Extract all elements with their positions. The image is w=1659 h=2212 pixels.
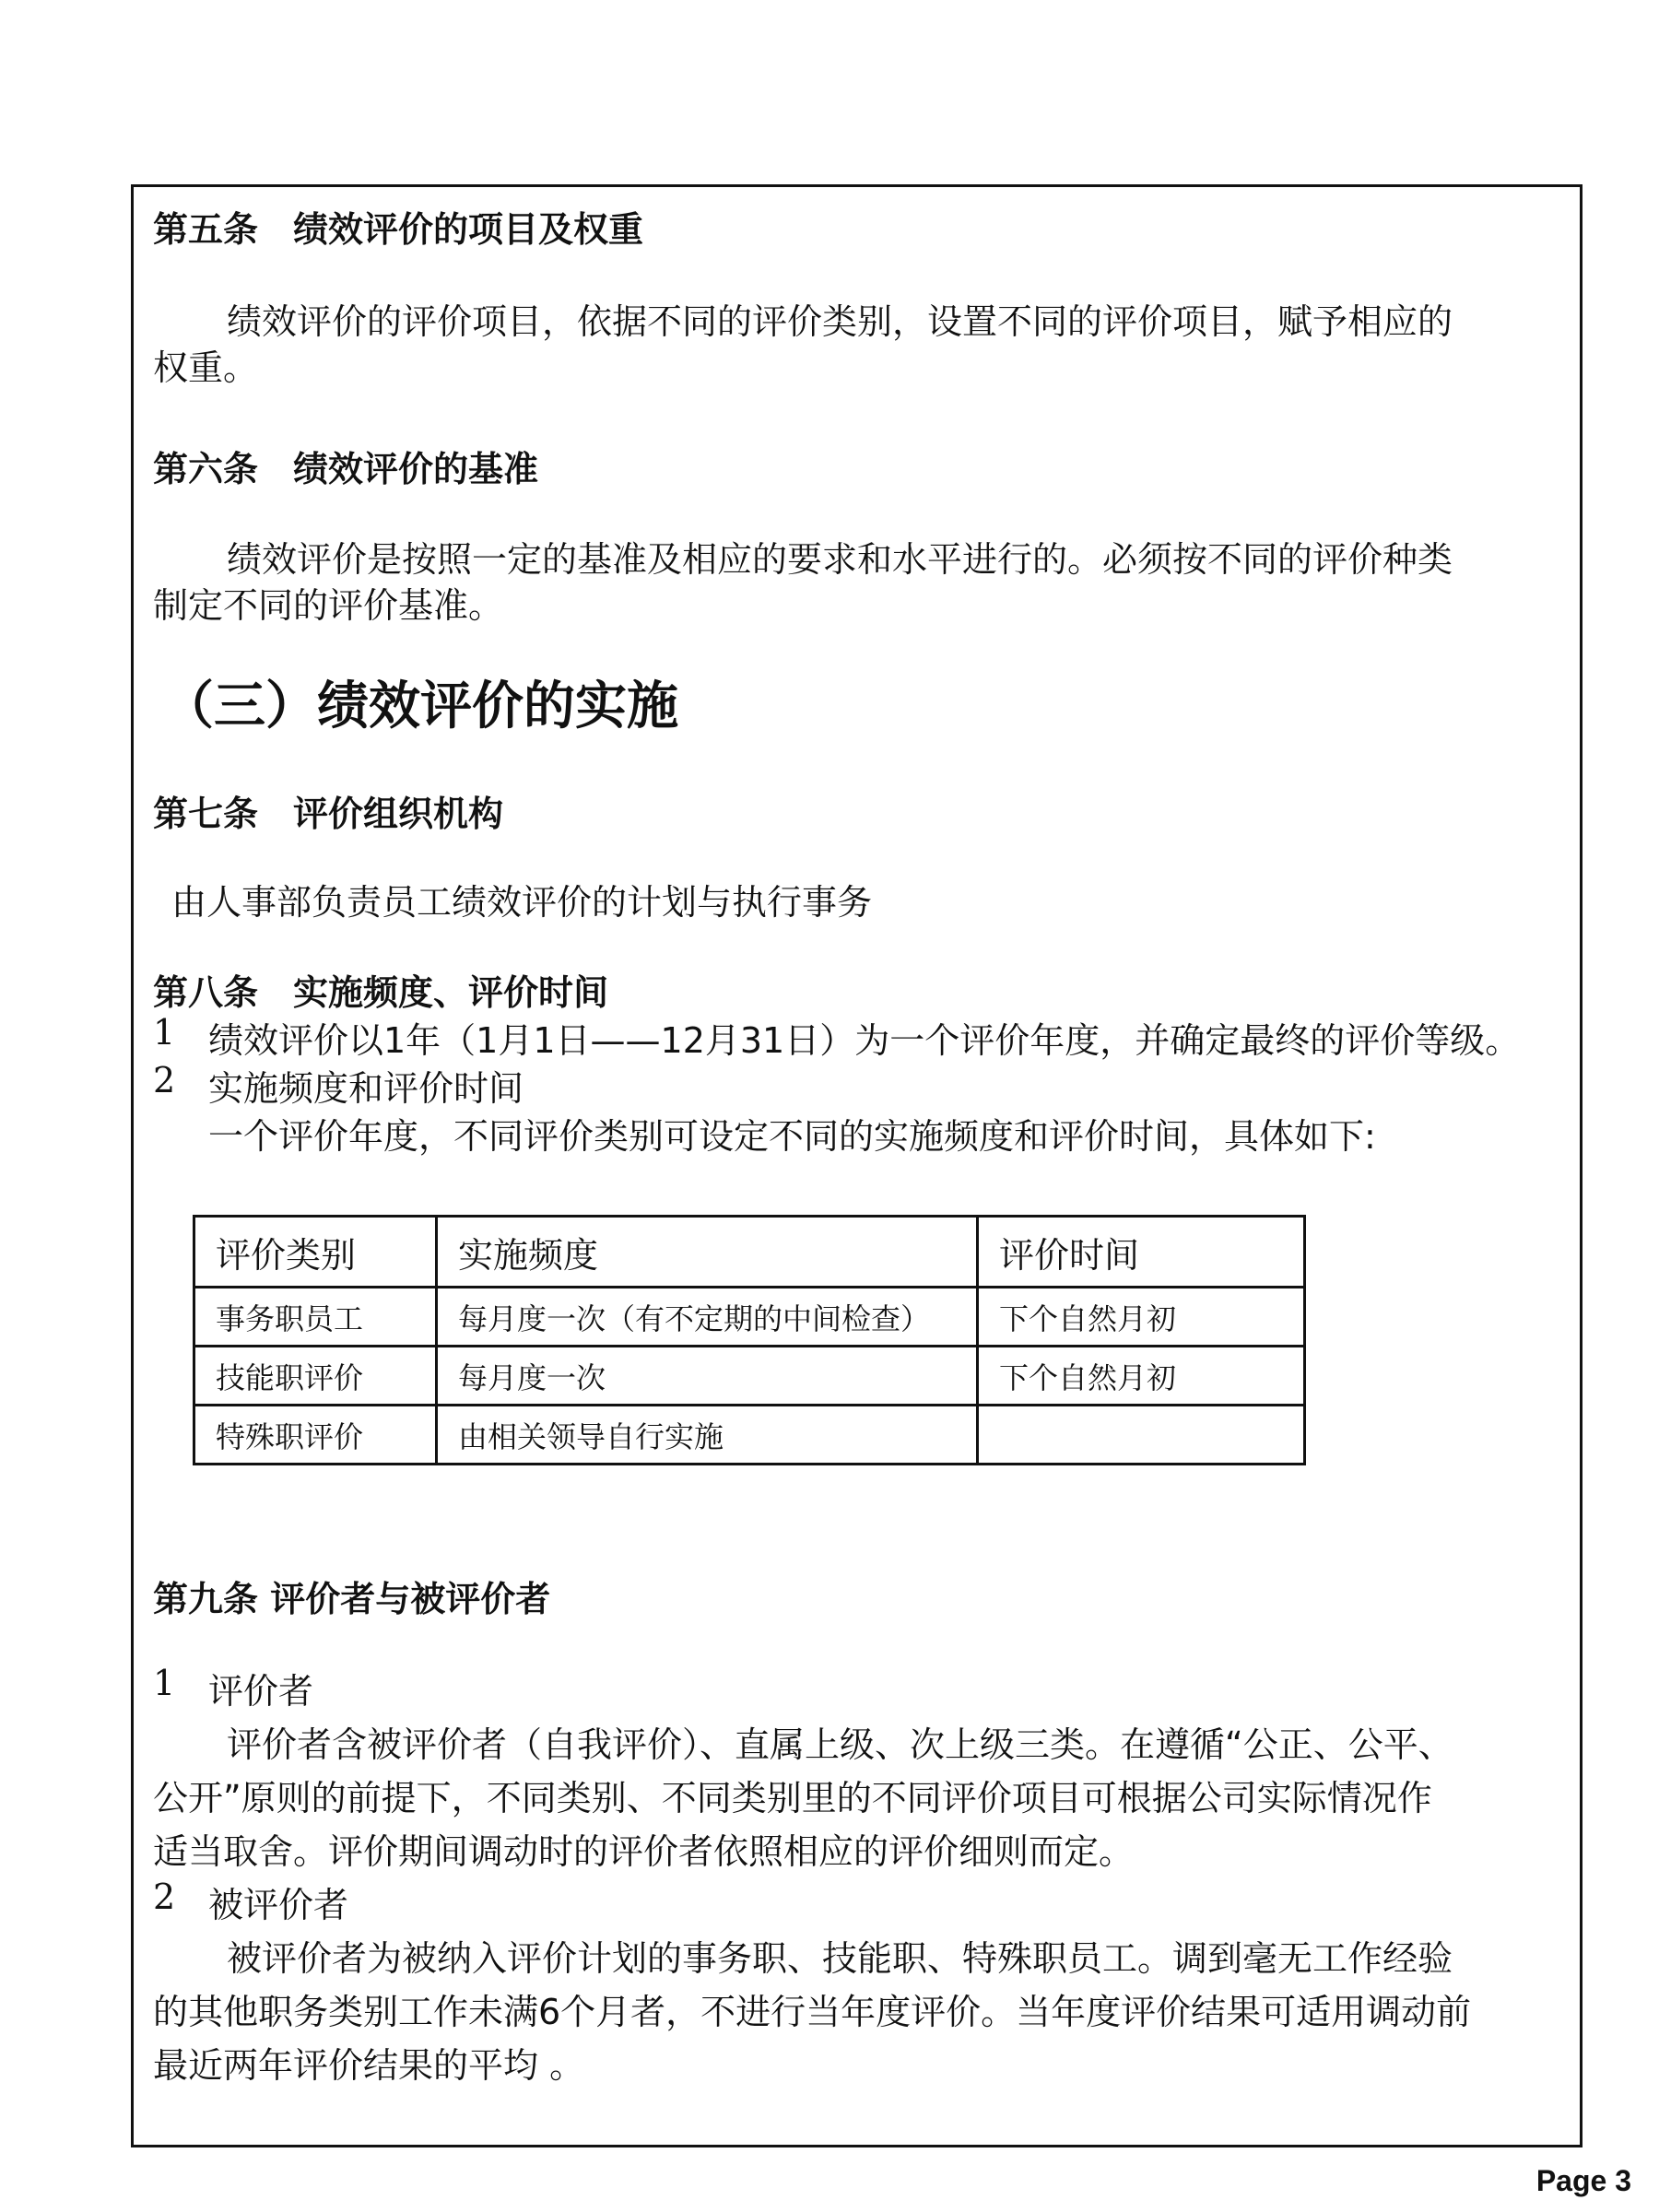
table-header-row [194, 1217, 1305, 1288]
table-cell: 技能职评价 [194, 1347, 437, 1406]
article9-item1-line2: 公开”原则的前提下，不同类别、不同类别里的不同评价项目可根据公司实际情况作 [153, 1778, 1432, 1818]
table-row [194, 1406, 1305, 1465]
table-cell: 由相关领导自行实施 [437, 1406, 978, 1465]
article6-body-line1: 绩效评价是按照一定的基准及相应的要求和水平进行的。必须按不同的评价种类 [227, 539, 1453, 580]
article7-heading: 第七条 评价组织机构 [153, 794, 504, 834]
article5-heading: 第五条 绩效评价的项目及权重 [153, 209, 644, 250]
article7-body: 由人事部负责员工绩效评价的计划与执行事务 [171, 882, 873, 923]
article8-item1-number: 1 [153, 1012, 176, 1053]
table-row [194, 1347, 1305, 1406]
table-cell: 事务职员工 [194, 1288, 437, 1347]
article8-item2-text: 实施频度和评价时间 [208, 1068, 524, 1109]
article9-item1-number: 1 [153, 1663, 176, 1703]
table-cell: 特殊职评价 [194, 1406, 437, 1465]
table-header-cell: 实施频度 [437, 1217, 978, 1288]
article5-body-line2: 权重。 [153, 347, 259, 388]
article9-item2-line1: 被评价者为被纳入评价计划的事务职、技能职、特殊职员工。调到毫无工作经验 [227, 1938, 1453, 1979]
section-title: （三）绩效评价的实施 [162, 677, 678, 736]
article9-item2-line3: 最近两年评价结果的平均 。 [153, 2045, 585, 2086]
article8-item1-text: 绩效评价以1年（1月1日——12月31日）为一个评价年度，并确定最终的评价等级。 [208, 1020, 1521, 1061]
page-number: Page 3 [1535, 2164, 1631, 2197]
article9-item1-title: 评价者 [208, 1671, 314, 1712]
article6-heading: 第六条 绩效评价的基准 [153, 449, 539, 489]
article9-item2-number: 2 [153, 1877, 176, 1917]
table-cell: 下个自然月初 [978, 1347, 1305, 1406]
article9-item2-line2: 的其他职务类别工作未满6个月者，不进行当年度评价。当年度评价结果可适用调动前 [153, 1992, 1472, 2032]
table-row [194, 1288, 1305, 1347]
table-header-cell: 评价类别 [194, 1217, 437, 1288]
article8-item2-number: 2 [153, 1060, 176, 1100]
article9-item1-line1: 评价者含被评价者（自我评价）、直属上级、次上级三类。在遵循“公正、公平、 [227, 1724, 1453, 1765]
table-cell: 每月度一次 [437, 1347, 978, 1406]
article9-item1-line3: 适当取舍。评价期间调动时的评价者依照相应的评价细则而定。 [153, 1831, 1135, 1872]
article9-item2-title: 被评价者 [208, 1885, 349, 1925]
article5-body-line1: 绩效评价的评价项目，依据不同的评价类别，设置不同的评价项目，赋予相应的 [227, 301, 1453, 342]
table-cell: 每月度一次（有不定期的中间检查） [437, 1288, 978, 1347]
table-header-cell: 评价时间 [978, 1217, 1305, 1288]
article8-item2-subtext: 一个评价年度，不同评价类别可设定不同的实施频度和评价时间，具体如下: [208, 1116, 1376, 1157]
table-cell [978, 1406, 1305, 1465]
article9-heading: 第九条 评价者与被评价者 [153, 1579, 551, 1619]
article8-heading: 第八条 实施频度、评价时间 [153, 972, 609, 1013]
table-cell: 下个自然月初 [978, 1288, 1305, 1347]
evaluation-frequency-table [193, 1215, 1306, 1465]
article6-body-line2: 制定不同的评价基准。 [153, 585, 504, 626]
